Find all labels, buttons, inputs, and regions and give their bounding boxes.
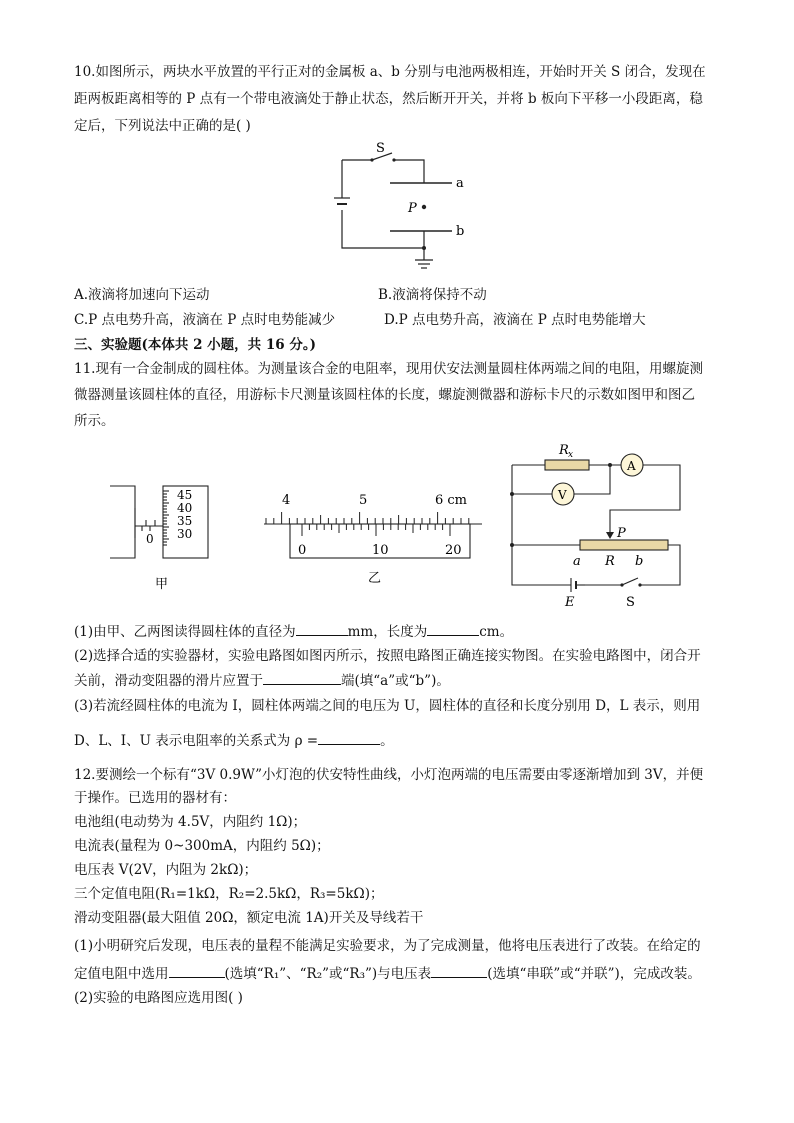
switch-s-label: S	[626, 595, 635, 610]
voltmeter-label: V	[558, 488, 567, 502]
caliper-vernier-20: 20	[445, 543, 462, 558]
q12-item-battery: 电池组(电动势为 4.5V，内阻约 1Ω)；	[74, 814, 307, 830]
q12-part-1-line-2	[74, 963, 701, 984]
micrometer-tick-30: 30	[177, 527, 193, 541]
caliper-main-6cm: 6 cm	[435, 493, 468, 508]
micrometer-zero: 0	[146, 532, 154, 546]
q11-part-2-line-1: (2)选择合适的实验器材，实验电路图如图丙所示，按照电路图正确连接实物图。在实验电路图中，闭合开	[74, 648, 701, 664]
q11-line-3: 所示。	[74, 413, 115, 429]
micrometer-tick-40: 40	[177, 501, 193, 515]
q12-line-2: 于操作。已选用的器材有：	[74, 790, 236, 806]
q11-p3-text-a: D、L、I、U 表示电阻率的关系式为 ρ =	[74, 733, 319, 749]
q12-item-voltmeter: 电压表 V(2V，内阻为 2kΩ)；	[74, 862, 258, 878]
q12-p1-text-b: (选填“R₁”、“R₂”或“R₃”)与电压表	[224, 966, 432, 982]
battery-e-label: E	[565, 595, 575, 610]
q10-line-1: 10.如图所示，两块水平放置的平行正对的金属板 a、b 分别与电池两极相连，开始时开关 S 闭合，发现在	[74, 64, 706, 80]
diameter-blank[interactable]	[296, 621, 348, 636]
q11-p3-text-b: 。	[380, 733, 394, 749]
q10-capacitor-figure	[320, 138, 480, 278]
q11-part-3-line-2	[74, 730, 394, 751]
q12-part-2: (2)实验的电路图应选用图( )	[74, 990, 243, 1006]
rheostat-r-label: R	[605, 554, 615, 569]
q10-line-2: 距两板距离相等的 P 点有一个带电液滴处于静止状态，然后断开开关，并将 b 板向下平移一小段距离，稳	[74, 91, 703, 107]
q10-option-b: B.液滴将保持不动	[378, 287, 487, 303]
q11-p1-text-b: mm，长度为	[347, 624, 428, 640]
rx-label: R	[559, 443, 569, 458]
slider-arrow-icon	[606, 532, 614, 539]
section-3-heading: 三、实验题(本体共 2 小题，共 16 分。)	[74, 337, 317, 353]
caliper-vernier-0: 0	[298, 543, 307, 558]
point-p-dot	[422, 205, 426, 209]
length-blank[interactable]	[427, 621, 479, 636]
q12-item-resistors: 三个定值电阻(R₁=1kΩ，R₂=2.5kΩ，R₃=5kΩ)；	[74, 886, 384, 902]
q11-p2-text-a: 关前，滑动变阻器的滑片应置于	[74, 673, 263, 689]
caliper-caption: 乙	[368, 571, 382, 586]
q10-option-a: A.液滴将加速向下运动	[74, 287, 210, 303]
plate-b-label: b	[456, 224, 465, 239]
circuit-figure	[505, 440, 690, 610]
q11-line-1: 11.现有一合金制成的圆柱体。为测量该合金的电阻率，现用伏安法测量圆柱体两端之间的电阻，用螺旋测	[74, 361, 703, 377]
q10-option-c: C.P 点电势升高，液滴在 P 点时电势能减少	[74, 312, 336, 328]
caliper-main-5: 5	[359, 493, 368, 508]
q12-p1-text-a: 定值电阻中选用	[74, 966, 169, 982]
q10-option-d: D.P 点电势升高，液滴在 P 点时电势能增大	[384, 312, 646, 328]
q10-line-3: 定后，下列说法中正确的是( )	[74, 118, 251, 134]
q11-part-1	[74, 621, 513, 642]
q11-part-3-line-1: (3)若流经圆柱体的电流为 I，圆柱体两端之间的电压为 U，圆柱体的直径和长度分别用 D，L 表示，则用	[74, 698, 701, 714]
micrometer-tick-45: 45	[177, 488, 193, 502]
q12-item-ammeter: 电流表(量程为 0~300mA，内阻约 5Ω)；	[74, 838, 330, 854]
micrometer-figure	[105, 478, 215, 598]
point-p-label: P	[408, 201, 417, 216]
caliper-main-4: 4	[282, 493, 291, 508]
q12-p1-text-c: (选填“串联”或“并联”)，完成改装。	[487, 966, 701, 982]
q12-item-rheostat: 滑动变阻器(最大阻值 20Ω，额定电流 1A)开关及导线若干	[74, 910, 424, 926]
q11-line-2: 微器测量该圆柱体的直径，用游标卡尺测量该圆柱体的长度，螺旋测微器和游标卡尺的示数如图甲和图乙	[74, 387, 695, 403]
q12-part-1-line-1: (1)小明研究后发现，电压表的量程不能满足实验要求，为了完成测量，他将电压表进行了改装。在给定的	[74, 938, 701, 954]
micrometer-caption: 甲	[155, 577, 169, 592]
q11-p1-text-a: (1)由甲、乙两图读得圆柱体的直径为	[74, 624, 296, 640]
q11-part-2-line-2	[74, 670, 450, 691]
switch-label: S	[376, 141, 385, 156]
rheostat-r	[580, 540, 668, 550]
ammeter-label: A	[627, 459, 636, 473]
q11-p1-text-c: cm。	[479, 624, 514, 640]
rx-subscript: x	[568, 450, 574, 460]
q11-p2-text-b: 端(填“a”或“b”)。	[341, 673, 450, 689]
resistor-rx	[545, 460, 589, 470]
plate-a-label: a	[456, 176, 464, 191]
caliper-figure	[260, 488, 490, 588]
slider-p-label: P	[617, 526, 626, 541]
q12-line-1: 12.要测绘一个标有“3V 0.9W”小灯泡的伏安特性曲线，小灯泡两端的电压需要由零逐渐增加到 3V，并便	[74, 767, 704, 783]
end-b-label: b	[635, 554, 644, 569]
slider-end-blank[interactable]	[263, 670, 341, 685]
micrometer-tick-35: 35	[177, 514, 193, 528]
connection-choice-blank[interactable]	[431, 963, 487, 978]
resistor-choice-blank[interactable]	[169, 963, 225, 978]
resistivity-blank[interactable]	[318, 730, 380, 745]
caliper-vernier-10: 10	[372, 543, 389, 558]
end-a-label: a	[573, 554, 581, 569]
